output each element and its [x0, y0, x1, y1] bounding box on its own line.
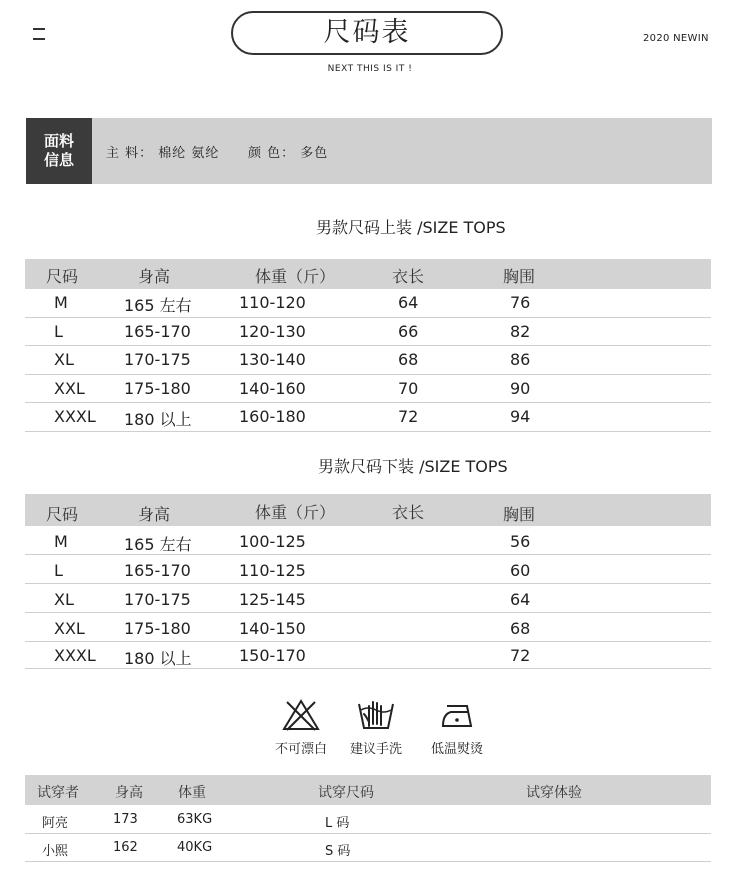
page-title: 尺码表 — [231, 11, 503, 55]
cell-chest: 60 — [510, 561, 531, 580]
cell-size: M — [54, 532, 68, 551]
tops-section-title: 男款尺码上装 /SIZE TOPS — [316, 218, 506, 237]
cell-height: 162 — [113, 840, 138, 855]
cell-person: 阿亮 — [42, 816, 69, 831]
cell-height: 180 以上 — [124, 410, 192, 429]
table-row — [25, 346, 711, 375]
cell-size: L — [54, 321, 63, 341]
cell-height: 165-170 — [124, 321, 191, 341]
cell-size: XXXL — [54, 646, 96, 665]
tryon-header-row — [25, 775, 711, 805]
cell-person: 小熙 — [42, 844, 69, 859]
cell-chest: 68 — [510, 619, 531, 638]
bottoms-col-chest: 胸围 — [503, 505, 536, 524]
cell-height: 175-180 — [124, 378, 191, 398]
bottoms-col-size: 尺码 — [46, 505, 79, 524]
cell-size: XXL — [54, 619, 85, 638]
cell-chest: 76 — [510, 293, 531, 312]
cell-chest: 72 — [510, 646, 531, 665]
cell-chest: 86 — [510, 350, 531, 369]
fabric-label-line2: 信息 — [43, 151, 74, 169]
tops-col-length: 衣长 — [392, 267, 425, 286]
cell-size: XXXL — [54, 407, 96, 426]
bottoms-section-title: 男款尺码下装 /SIZE TOPS — [318, 457, 508, 476]
table-row — [25, 584, 711, 613]
cell-weight: 150-170 — [239, 646, 306, 665]
tryon-col-weight: 体重 — [178, 785, 206, 801]
cell-chest: 82 — [510, 321, 531, 341]
fabric-info-bar — [26, 118, 712, 184]
cell-chest: 56 — [510, 532, 531, 551]
low-iron-icon — [437, 698, 477, 732]
cell-weight: 110-125 — [239, 561, 306, 580]
care-label: 低温熨烫 — [430, 742, 483, 757]
cell-chest: 90 — [510, 378, 531, 398]
care-label: 建议手洗 — [349, 742, 402, 757]
table-row — [25, 555, 711, 584]
table-row — [25, 375, 711, 404]
table-row — [25, 806, 711, 834]
tryon-col-size: 试穿尺码 — [318, 785, 374, 801]
cell-size: XL — [54, 590, 74, 609]
cell-height: 165-170 — [124, 561, 191, 580]
cell-chest: 94 — [510, 407, 531, 426]
table-row — [25, 526, 711, 555]
tryon-col-height: 身高 — [115, 785, 143, 801]
table-row — [25, 403, 711, 432]
no-bleach-icon — [281, 698, 321, 732]
fabric-material: 主 料： 棉纶 氨纶 — [106, 146, 220, 161]
tops-header-row — [25, 259, 711, 289]
fabric-label — [26, 118, 92, 184]
cell-height: 165 左右 — [124, 296, 192, 315]
table-row — [25, 613, 711, 642]
cell-length: 68 — [398, 350, 419, 369]
care-no-bleach — [270, 698, 332, 757]
cell-length: 70 — [398, 378, 419, 398]
year-tag: 2020 NEWIN — [643, 33, 709, 44]
cell-height: 173 — [113, 812, 138, 827]
cell-weight: 125-145 — [239, 590, 306, 609]
tryon-col-person: 试穿者 — [37, 785, 79, 801]
tops-col-size: 尺码 — [46, 267, 79, 286]
cell-chest: 64 — [510, 590, 531, 609]
care-label: 不可漂白 — [274, 742, 327, 757]
tops-col-weight: 体重（斤） — [255, 267, 336, 286]
cell-weight: 120-130 — [239, 321, 306, 341]
cell-size: L — [54, 561, 63, 580]
cell-size: S 码 — [325, 844, 351, 859]
bottoms-col-height: 身高 — [138, 505, 171, 524]
fabric-label-line1: 面料 — [43, 132, 74, 150]
cell-weight: 140-150 — [239, 619, 306, 638]
cell-length: 72 — [398, 407, 419, 426]
care-low-iron — [424, 698, 490, 757]
cell-weight: 110-120 — [239, 293, 306, 312]
cell-height: 180 以上 — [124, 649, 192, 668]
bottoms-col-weight: 体重（斤） — [255, 503, 336, 522]
cell-weight: 140-160 — [239, 378, 306, 398]
tops-col-height: 身高 — [138, 267, 171, 286]
table-row — [25, 642, 711, 669]
cell-height: 175-180 — [124, 619, 191, 638]
bottoms-header-row — [25, 494, 711, 526]
cell-size: M — [54, 293, 68, 312]
table-row — [25, 318, 711, 347]
cell-weight: 130-140 — [239, 350, 306, 369]
cell-size: L 码 — [325, 816, 350, 831]
page-subtitle: NEXT THIS IS IT ! — [327, 64, 413, 74]
menu-icon[interactable] — [33, 28, 47, 40]
table-row — [25, 834, 711, 862]
bottoms-col-length: 衣长 — [392, 503, 425, 522]
table-row — [25, 289, 711, 318]
cell-length: 64 — [398, 293, 419, 312]
cell-weight: 40KG — [177, 840, 213, 855]
cell-weight: 160-180 — [239, 407, 306, 426]
cell-size: XL — [54, 350, 74, 369]
tryon-col-experience: 试穿体验 — [526, 785, 582, 801]
cell-weight: 100-125 — [239, 532, 306, 551]
cell-height: 170-175 — [124, 350, 191, 369]
tops-col-chest: 胸围 — [503, 267, 536, 286]
cell-size: XXL — [54, 378, 85, 398]
fabric-color: 颜 色： 多色 — [248, 146, 329, 161]
cell-height: 170-175 — [124, 590, 191, 609]
care-hand-wash — [345, 698, 407, 757]
cell-length: 66 — [398, 321, 419, 341]
cell-height: 165 左右 — [124, 535, 192, 554]
cell-weight: 63KG — [177, 812, 213, 827]
hand-wash-icon — [356, 698, 396, 732]
